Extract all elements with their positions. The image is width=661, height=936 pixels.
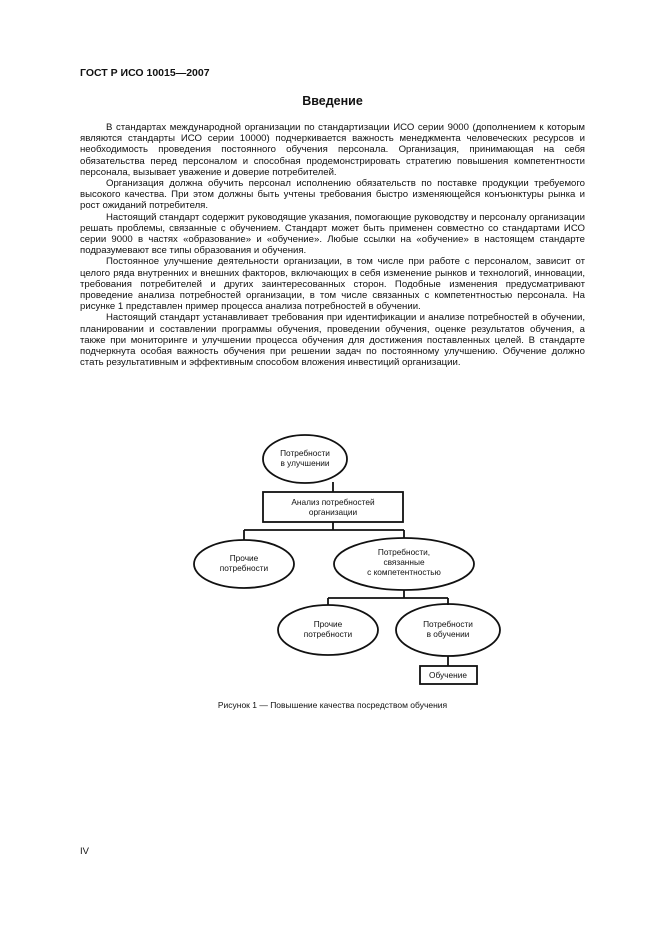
other-right-line2: потребности [303, 629, 353, 639]
figure-caption: Рисунок 1 — Повышение качества посредством обучения [217, 700, 448, 710]
top-node-line2: в улучшении [280, 458, 330, 468]
competence-line1: Потребности, [377, 547, 431, 557]
page-number: IV [80, 846, 89, 857]
training-needs-line1: Потребности [423, 619, 473, 629]
paragraph-3: Настоящий стандарт содержит руководящие указания, помогающие руководству и персоналу организации решать проблемы, связанные с обучением. Стандарт может быть применен совместно со стандартами ИСО серии 9000 в частях «образование» и «обучение». Любые ссылки на «обучение» в настоящем стандарте подразумевают все типы образования и обучения. [80, 211, 585, 257]
other-left-line1: Прочие [229, 553, 259, 563]
training-label: Обучение [429, 670, 467, 680]
paragraph-1: В стандартах международной организации по стандартизации ИСО серии 9000 (дополнением к которым являются стандарты ИСО серии 10000) подчеркивается важность менеджмента человеческих ресурсов и необходимость проведения постоянного обучения персонала. Организация, принимающая на себя обязательства перед персоналом и способная продемонстрировать стратегию повышения компетентности персонала, вызывает уважение и доверие потребителей. [80, 122, 585, 178]
paragraph-4: Постоянное улучшение деятельности организации, в том числе при работе с персоналом, зависит от целого ряда внутренних и внешних факторов, включающих в себя изменение рынков и технологий, инновации, требования потребителей и других заинтересованных сторон. Подобные изменения предусматривают проведение анализа потребностей организации, в том числе связанных с компетентностью персонала. На рисунке 1 представлен пример процесса анализа потребностей в обучении. [80, 256, 585, 313]
competence-line3: с компетентностью [367, 567, 441, 577]
training-needs-line2: в обучении [426, 629, 470, 639]
other-right-line1: Прочие [313, 619, 343, 629]
paragraph-5: Настоящий стандарт устанавливает требования при идентификации и анализе потребностей в обучении, планировании и составлении программы обучения, проведении обучения, оценке результатов обучения, а также при мониторинге и улучшении процесса обучения для достижения поставленных целей. В стандарте подчеркнута особая важность обучения при решении задач по постоянному улучшению. Обучение должно стать результативным и эффективным способом вложения инвестиций организации. [80, 312, 585, 369]
document-header: ГОСТ Р ИСО 10015—2007 [80, 67, 210, 79]
top-node-line1: Потребности [280, 448, 330, 458]
section-title: Введение [302, 94, 363, 108]
other-left-line2: потребности [219, 563, 269, 573]
paragraph-2: Организация должна обучить персонал исполнению обязательств по поставке продукции требуемого высокого качества. При этом должны быть учтены требования быстро изменяющейся конъюнктуры рынка и рост ожиданий потребителя. [80, 178, 585, 212]
analysis-line2: организации [308, 507, 358, 517]
analysis-line1: Анализ потребностей [291, 497, 375, 507]
competence-line2: связанные [383, 557, 425, 567]
